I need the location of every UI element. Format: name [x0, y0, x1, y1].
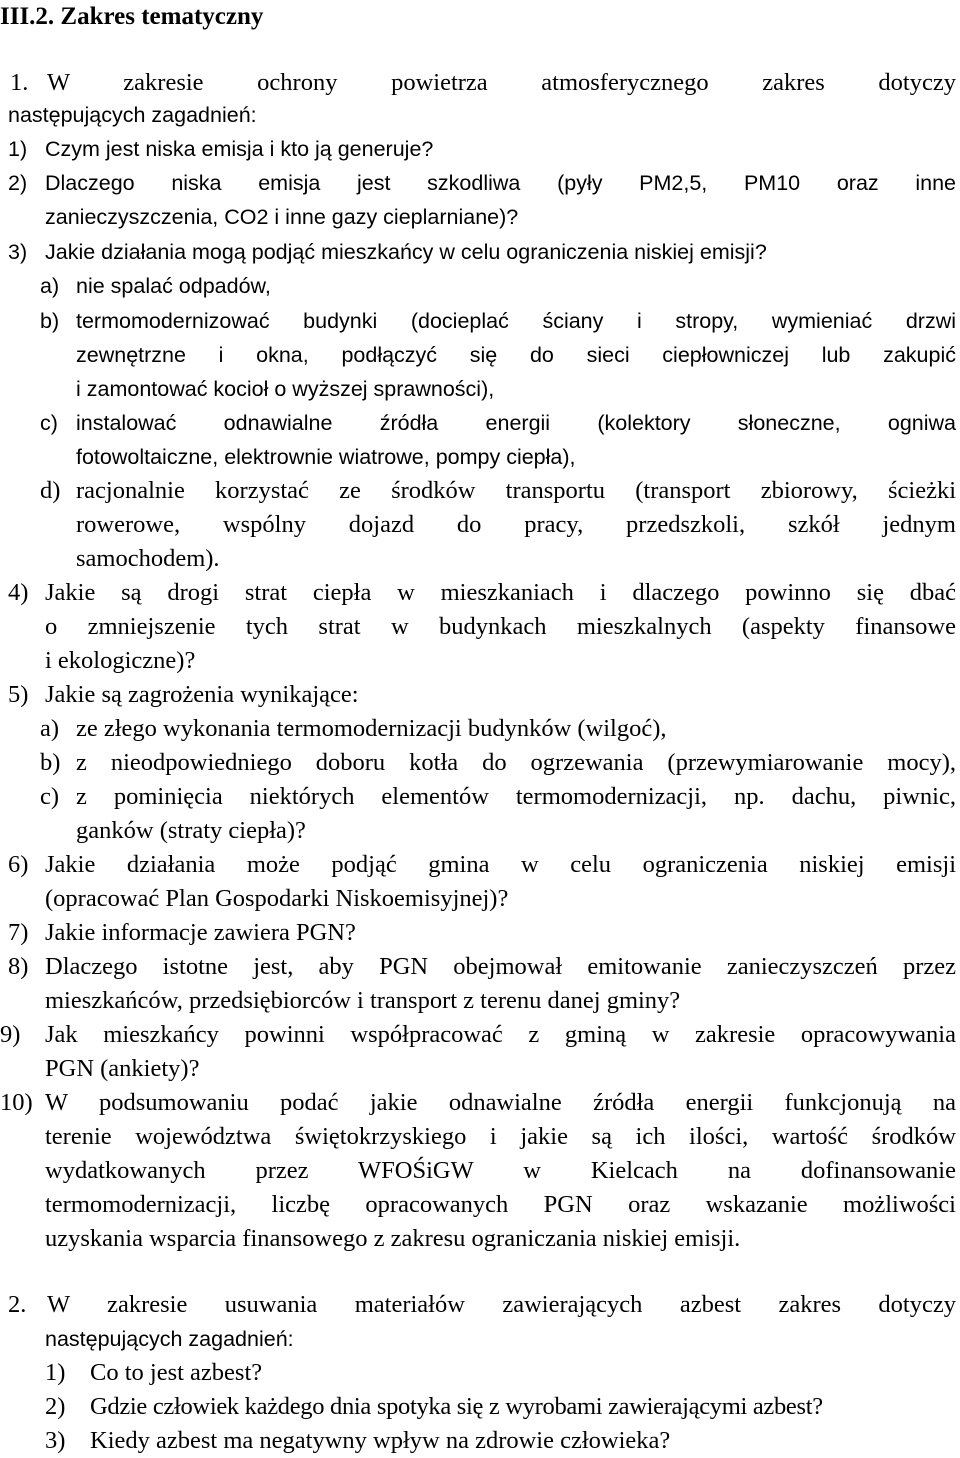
list-item-cont	[0, 644, 960, 678]
item-number: 3)	[45, 1427, 66, 1454]
item-number: 4)	[8, 579, 29, 606]
section-1-intro	[0, 66, 960, 100]
list-item-cont	[0, 1222, 960, 1256]
item-text: Jakie działania może podjąć gmina w celu ograniczenia niskiej emisji	[45, 851, 956, 878]
subitem-letter: d)	[40, 477, 61, 504]
section-number: 1.	[10, 69, 29, 96]
sub-list-item	[0, 780, 960, 814]
subitem-text: termomodernizować budynki (docieplać ściany i stropy, wymieniać drzwi	[76, 309, 956, 333]
section-1-intro-cont	[0, 98, 960, 132]
list-item	[0, 1390, 960, 1424]
section-title: III.2. Zakres tematyczny	[0, 3, 264, 30]
subitem-text: fotowoltaiczne, elektrownie wiatrowe, pompy ciepła),	[76, 445, 576, 469]
section-intro-line: następujących zagadnień:	[45, 1327, 294, 1351]
list-item-cont	[0, 1154, 960, 1188]
sub-list-item	[0, 746, 960, 780]
item-text: Jakie informacje zawiera PGN?	[45, 919, 356, 946]
subitem-text: racjonalnie korzystać ze środków transportu (transport zbiorowy, ścieżki	[76, 477, 956, 504]
list-item-cont	[0, 882, 960, 916]
item-text: Dlaczego istotne jest, aby PGN obejmował emitowanie zanieczyszczeń przez	[45, 953, 956, 980]
item-number: 10)	[0, 1089, 33, 1116]
item-text: W podsumowaniu podać jakie odnawialne źródła energii funkcjonują na	[45, 1089, 956, 1116]
subitem-text: z nieodpowiedniego doboru kotła do ogrzewania (przewymiarowanie mocy),	[76, 749, 956, 776]
list-item	[0, 1018, 960, 1052]
sub-list-item	[0, 269, 960, 303]
section-intro-line: W zakresie usuwania materiałów zawierających azbest zakres dotyczy	[47, 1291, 956, 1318]
list-item	[0, 950, 960, 984]
item-text: Jakie są drogi strat ciepła w mieszkaniach i dlaczego powinno się dbać	[45, 579, 956, 606]
item-number: 2)	[45, 1393, 66, 1420]
item-text: uzyskania wsparcia finansowego z zakresu ograniczania niskiej emisji.	[45, 1225, 741, 1252]
list-item-cont	[0, 1120, 960, 1154]
item-number: 1)	[8, 137, 28, 161]
sub-list-item	[0, 406, 960, 440]
item-number: 3)	[8, 240, 28, 264]
subitem-text: ze złego wykonania termomodernizacji budynków (wilgoć),	[76, 715, 667, 742]
sub-list-item-cont	[0, 372, 960, 406]
item-number: 2)	[8, 171, 28, 195]
subitem-letter: b)	[40, 309, 60, 333]
item-text: Gdzie człowiek każdego dnia spotyka się z wyrobami zawierającymi azbest?	[90, 1393, 823, 1420]
item-number: 7)	[8, 919, 29, 946]
subitem-text: zewnętrzne i okna, podłączyć się do sieci ciepłowniczej lub zakupić	[76, 343, 956, 367]
list-item	[0, 848, 960, 882]
item-text: Jak mieszkańcy powinni współpracować z gminą w zakresie opracowywania	[45, 1021, 956, 1048]
list-item-cont	[0, 984, 960, 1018]
subitem-letter: a)	[40, 274, 60, 298]
subitem-text: samochodem).	[76, 545, 220, 572]
section-2-intro-cont	[0, 1322, 960, 1356]
sub-list-item	[0, 304, 960, 338]
subitem-text: instalować odnawialne źródła energii (kolektory słoneczne, ogniwa	[76, 411, 956, 435]
sub-list-item-cont	[0, 508, 960, 542]
sub-list-item-cont	[0, 814, 960, 848]
item-text: Jakie działania mogą podjąć mieszkańcy w celu ograniczenia niskiej emisji?	[45, 240, 767, 264]
subitem-text: z pominięcia niektórych elementów termomodernizacji, np. dachu, piwnic,	[76, 783, 956, 810]
list-item-cont	[0, 1052, 960, 1086]
item-text: zanieczyszczenia, CO2 i inne gazy cieplarniane)?	[45, 205, 519, 229]
item-text: Czym jest niska emisja i kto ją generuje?	[45, 137, 434, 161]
list-item	[0, 1356, 960, 1390]
subitem-text: nie spalać odpadów,	[76, 274, 271, 298]
section-intro-line: W zakresie ochrony powietrza atmosferycznego zakres dotyczy	[47, 69, 956, 96]
list-item	[0, 678, 960, 712]
sub-list-item-cont	[0, 338, 960, 372]
sub-list-item	[0, 712, 960, 746]
subitem-text: i zamontować kocioł o wyższej sprawności),	[76, 377, 495, 401]
list-item	[0, 235, 960, 269]
item-text: Dlaczego niska emisja jest szkodliwa (pyły PM2,5, PM10 oraz inne	[45, 171, 956, 195]
section-number: 2.	[8, 1291, 27, 1318]
item-number: 6)	[8, 851, 29, 878]
item-number: 8)	[8, 953, 29, 980]
list-item	[0, 132, 960, 166]
subitem-letter: a)	[40, 715, 60, 742]
list-item	[0, 1086, 960, 1120]
item-text: Jakie są zagrożenia wynikające:	[45, 681, 359, 708]
list-item	[0, 576, 960, 610]
item-number: 9)	[0, 1021, 21, 1048]
subitem-letter: c)	[40, 783, 60, 810]
list-item	[0, 1424, 960, 1458]
item-text: (opracować Plan Gospodarki Niskoemisyjnej)?	[45, 885, 509, 912]
item-text: PGN (ankiety)?	[45, 1055, 200, 1082]
section-2-intro	[0, 1288, 960, 1322]
item-number: 5)	[8, 681, 29, 708]
subitem-letter: b)	[40, 749, 61, 776]
item-text: mieszkańców, przedsiębiorców i transport z terenu danej gminy?	[45, 987, 681, 1014]
list-item	[0, 166, 960, 200]
section-intro-line: następujących zagadnień:	[8, 103, 257, 127]
item-number: 1)	[45, 1359, 66, 1386]
list-item	[0, 916, 960, 950]
item-text: wydatkowanych przez WFOŚiGW w Kielcach na dofinansowanie	[45, 1157, 956, 1184]
sub-list-item-cont	[0, 542, 960, 576]
item-text: Co to jest azbest?	[90, 1359, 263, 1386]
item-text: o zmniejszenie tych strat w budynkach mieszkalnych (aspekty finansowe	[45, 613, 956, 640]
item-text: terenie województwa świętokrzyskiego i jakie są ich ilości, wartość środków	[45, 1123, 956, 1150]
list-item-cont	[0, 200, 960, 234]
sub-list-item	[0, 474, 960, 508]
subitem-letter: c)	[40, 411, 58, 435]
item-text: Kiedy azbest ma negatywny wpływ na zdrowie człowieka?	[90, 1427, 671, 1454]
subitem-text: rowerowe, wspólny dojazd do pracy, przedszkoli, szkół jednym	[76, 511, 956, 538]
item-text: i ekologiczne)?	[45, 647, 196, 674]
item-text: termomodernizacji, liczbę opracowanych PGN oraz wskazanie możliwości	[45, 1191, 956, 1218]
list-item-cont	[0, 610, 960, 644]
list-item-cont	[0, 1188, 960, 1222]
subitem-text: ganków (straty ciepła)?	[76, 817, 306, 844]
sub-list-item-cont	[0, 440, 960, 474]
